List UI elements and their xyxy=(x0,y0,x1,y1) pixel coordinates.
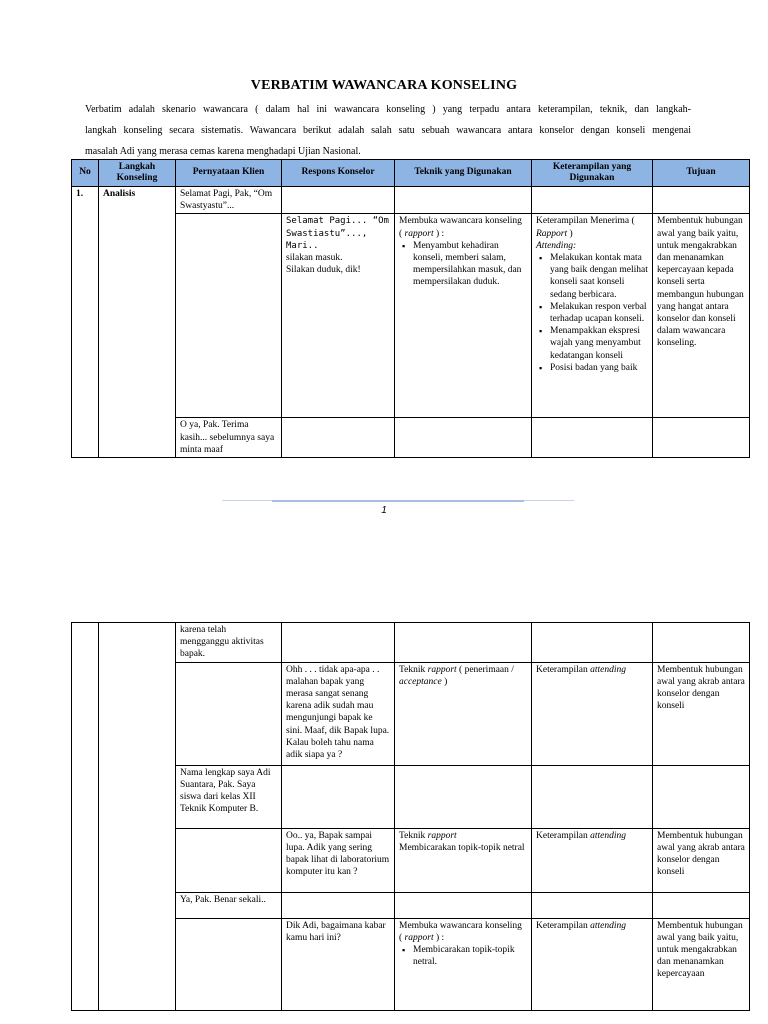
keterampilan-intro-end: ) xyxy=(569,228,573,239)
keterampilan-cell xyxy=(532,623,653,663)
langkah-cell: Analisis xyxy=(99,187,176,458)
header-tujuan: Tujuan xyxy=(653,160,750,187)
tujuan-cell: Membentuk hubungan awal yang baik yaitu, untuk mengakrabkan dan menanamkan kepercayaan kepada konseli serta membangun hubungan yang hangat antara konselor dan konseli dalam wawancara konseling. xyxy=(653,214,750,418)
respons-cell xyxy=(282,623,395,663)
teknik-cell xyxy=(395,828,532,892)
teknik-cell xyxy=(395,623,532,663)
teknik-cell xyxy=(395,187,532,214)
klien-statement: Ya, Pak. Benar sekali.. xyxy=(176,892,282,918)
respons-cell xyxy=(282,418,395,458)
respons-cell: Dik Adi, bagaimana kabar kamu hari ini? xyxy=(282,918,395,1010)
header-pernyataan-klien: Pernyataan Klien xyxy=(176,160,282,187)
intro-line-1: Verbatim adalah skenario wawancara ( dalam hal ini wawancara konseling ) yang terpadu antara keterampilan, teknik, dan langkah- xyxy=(85,104,691,115)
tujuan-cell xyxy=(653,187,750,214)
list-item: ▪ Melakukan respon verbal terhadap ucapan konseli. xyxy=(550,301,648,325)
page-number: 1 xyxy=(381,505,387,516)
teknik-cell xyxy=(395,662,532,765)
teknik-text: Membicarakan topik-topik netral xyxy=(399,842,525,853)
header-langkah-konseling: Langkah Konseling xyxy=(99,160,176,187)
teknik-text: ( penerimaan / xyxy=(459,664,514,675)
klien-statement xyxy=(176,828,282,892)
keterampilan-bullets xyxy=(536,252,648,374)
list-item: ▪ Membicarakan topik-topik netral. xyxy=(413,944,527,968)
respons-cell: Oo.. ya, Bapak sampai lupa. Adik yang sering bapak lihat di laboratorium komputer itu kan ? xyxy=(282,828,395,892)
klien-statement xyxy=(176,918,282,1010)
teknik-bullets xyxy=(399,944,527,968)
tujuan-cell xyxy=(653,765,750,828)
tujuan-cell: Membentuk hubungan awal yang akrab antara konselor dengan konseli xyxy=(653,662,750,765)
keterampilan-cell xyxy=(532,214,653,418)
keterampilan-intro-em: Rapport xyxy=(536,228,568,239)
keterampilan-cell xyxy=(532,765,653,828)
verbatim-table-page-1 xyxy=(71,159,750,458)
keterampilan-cell xyxy=(532,418,653,458)
header-no: No xyxy=(72,160,99,187)
verbatim-table-page-2 xyxy=(71,622,750,1011)
teknik-cell xyxy=(395,214,532,418)
tujuan-cell xyxy=(653,623,750,663)
teknik-cell xyxy=(395,892,532,918)
keterampilan-cell xyxy=(532,892,653,918)
keterampilan-em: attending xyxy=(590,920,626,931)
keterampilan-cell xyxy=(532,828,653,892)
teknik-cell xyxy=(395,918,532,1010)
keterampilan-label: Keterampilan xyxy=(536,664,588,675)
page-footer-rule xyxy=(222,500,574,503)
respons-line: Silakan duduk, dik! xyxy=(286,265,361,276)
teknik-em: rapport xyxy=(427,830,457,841)
respons-cell xyxy=(282,765,395,828)
list-item: ▪ Menampakkan ekspresi wajah yang menyambut kedatangan konseli xyxy=(550,325,648,362)
teknik-label: Teknik xyxy=(399,830,426,841)
table-header-row xyxy=(72,160,750,187)
header-respons-konselor: Respons Konselor xyxy=(282,160,395,187)
intro-line-3: masalah Adi yang merasa cemas karena menghadapi Ujian Nasional. xyxy=(85,146,361,157)
list-item: ▪ Melakukan kontak mata yang baik dengan melihat konseli saat konseli sedang berbicara. xyxy=(550,252,648,301)
langkah-cell xyxy=(99,623,176,1011)
keterampilan-cell xyxy=(532,662,653,765)
teknik-cell xyxy=(395,418,532,458)
klien-statement xyxy=(176,214,282,418)
attending-label: Attending: xyxy=(536,240,577,251)
keterampilan-em: attending xyxy=(590,664,626,675)
keterampilan-label: Keterampilan xyxy=(536,830,588,841)
header-keterampilan: Keterampilan yang Digunakan xyxy=(532,160,653,187)
tujuan-cell: Membentuk hubungan awal yang baik yaitu, untuk mengakrabkan dan menanamkan kepercayaan xyxy=(653,918,750,1010)
intro-line-2: langkah konseling secara sistematis. Wawancara berikut adalah salah satu sebuah wawancara antara konselor dengan konseli mengenai xyxy=(85,125,691,136)
keterampilan-cell xyxy=(532,918,653,1010)
respons-cell: Ohh . . . tidak apa-apa . . malahan bapak yang merasa sangat senang karena adik sudah mau mengunjungi bapak ke sini. Maaf, dik Bapak lupa. Kalau boleh tahu nama adik siapa ya ? xyxy=(282,662,395,765)
header-teknik: Teknik yang Digunakan xyxy=(395,160,532,187)
teknik-em: rapport xyxy=(404,932,434,943)
tujuan-cell xyxy=(653,418,750,458)
teknik-text: ) : xyxy=(435,932,445,943)
document-title: VERBATIM WAWANCARA KONSELING xyxy=(250,78,518,93)
klien-statement: karena telah mengganggu aktivitas bapak. xyxy=(176,623,282,663)
table-row xyxy=(72,187,750,214)
teknik-text: ) xyxy=(444,676,448,687)
teknik-bullets xyxy=(399,240,527,289)
tujuan-cell xyxy=(653,892,750,918)
keterampilan-em: attending xyxy=(590,830,626,841)
respons-cell xyxy=(282,214,395,418)
klien-statement xyxy=(176,662,282,765)
teknik-cell xyxy=(395,765,532,828)
teknik-label: Teknik xyxy=(399,664,426,675)
klien-statement: Nama lengkap saya Adi Suantara, Pak. Saya siswa dari kelas XII Teknik Komputer B. xyxy=(176,765,282,828)
respons-cell xyxy=(282,187,395,214)
klien-statement: Selamat Pagi, Pak, “Om Swastyastu”... xyxy=(176,187,282,214)
teknik-intro-em: rapport xyxy=(404,228,434,239)
tujuan-cell: Membentuk hubungan awal yang akrab antara konselor dengan konseli xyxy=(653,828,750,892)
row-number: 1. xyxy=(72,187,99,458)
teknik-em: rapport xyxy=(427,664,457,675)
list-item: ▪ Menyambut kehadiran konseli, memberi salam, mempersilahkan masuk, dan mempersilakan duduk. xyxy=(413,240,527,289)
row-number xyxy=(72,623,99,1011)
teknik-intro: Membuka wawancara konseling ( xyxy=(399,216,522,239)
teknik-label: Membuka wawancara konseling ( xyxy=(399,920,522,943)
table-row xyxy=(72,623,750,663)
keterampilan-cell xyxy=(532,187,653,214)
klien-statement: O ya, Pak. Terima kasih... sebelumnya saya minta maaf xyxy=(176,418,282,458)
teknik-em: acceptance xyxy=(399,676,442,687)
keterampilan-label: Keterampilan xyxy=(536,920,588,931)
keterampilan-intro: Keterampilan Menerima ( xyxy=(536,216,635,227)
respons-line: silakan masuk. xyxy=(286,253,343,264)
intro-paragraph xyxy=(85,99,691,162)
respons-cell xyxy=(282,892,395,918)
list-item: ▪ Posisi badan yang baik xyxy=(550,362,648,374)
respons-line: Selamat Pagi... “Om Swastiastu”..., Mari.. xyxy=(286,216,389,251)
teknik-intro-end: ) : xyxy=(435,228,445,239)
